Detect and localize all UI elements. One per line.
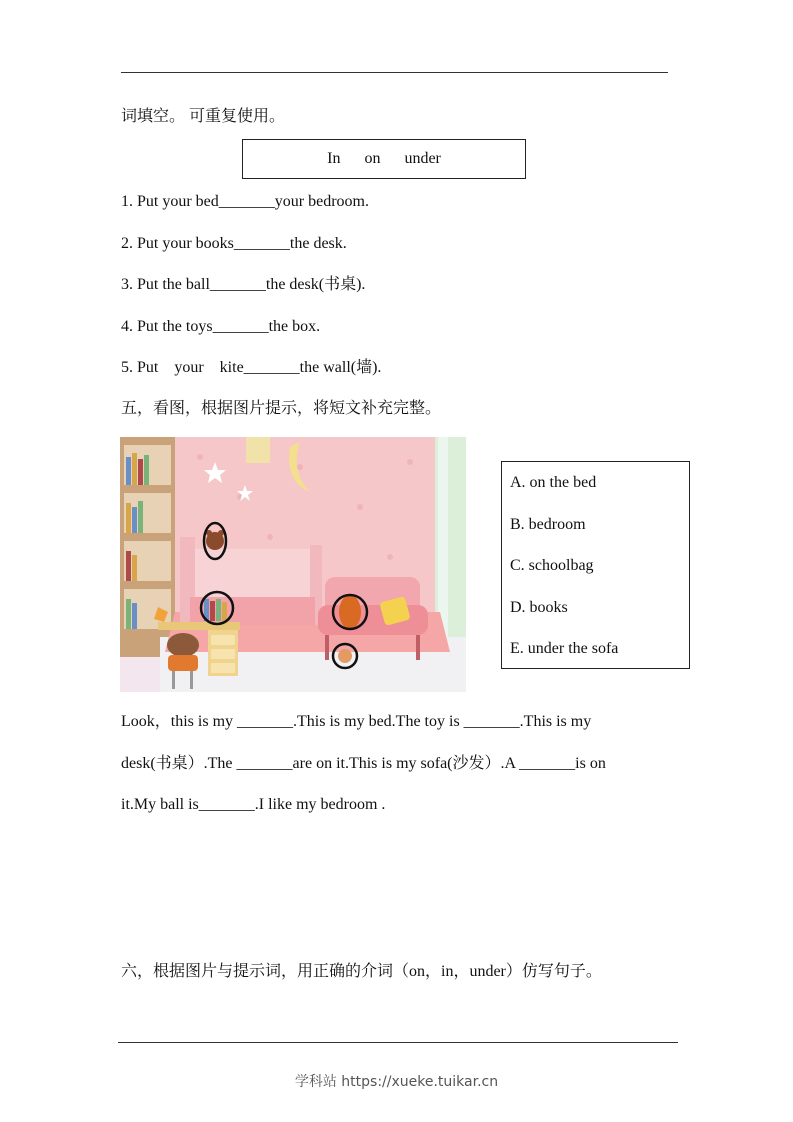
option-c: C. schoolbag — [510, 557, 594, 574]
instruction: 词填空。 可重复使用。 — [121, 108, 286, 125]
option-e: E. under the sofa — [510, 640, 619, 657]
question-1: 1. Put your bed_______your bedroom. — [121, 193, 369, 210]
option-d: D. books — [510, 598, 568, 616]
word-bank-item: under — [404, 150, 441, 167]
options-box — [501, 461, 690, 669]
question-3: 3. Put the ball_______the desk(书桌). — [121, 276, 366, 293]
section5-title: 五，看图，根据图片提示，将短文补充完整。 — [121, 400, 442, 417]
option-a: A. on the bed — [510, 474, 597, 491]
word-bank-item: In — [327, 150, 341, 167]
question-4: 4. Put the toys_______the box. — [121, 318, 321, 335]
word-bank-item: on — [364, 150, 381, 167]
passage-line-1: Look，this is my _______.This is my bed.The toy is _______.This is my — [121, 713, 592, 730]
passage-line-3: it.My ball is_______.I like my bedroom . — [121, 796, 386, 813]
word-bank — [242, 139, 526, 179]
bottom-rule — [118, 1042, 678, 1043]
footer-source: 学科站 https://xueke.tuikar.cn — [294, 1074, 499, 1090]
bedroom-illustration — [120, 437, 466, 692]
passage-line-2: desk(书桌）.The _______are on it.This is my sofa(沙发）.A _______is on — [121, 755, 606, 772]
section6-title: 六，根据图片与提示词，用正确的介词（on，in，under）仿写句子。 — [121, 963, 602, 980]
top-rule — [121, 72, 668, 73]
option-b: B. bedroom — [510, 515, 586, 533]
question-5: 5. Put your kite_______the wall(墙). — [121, 359, 382, 376]
question-2: 2. Put your books_______the desk. — [121, 235, 347, 252]
